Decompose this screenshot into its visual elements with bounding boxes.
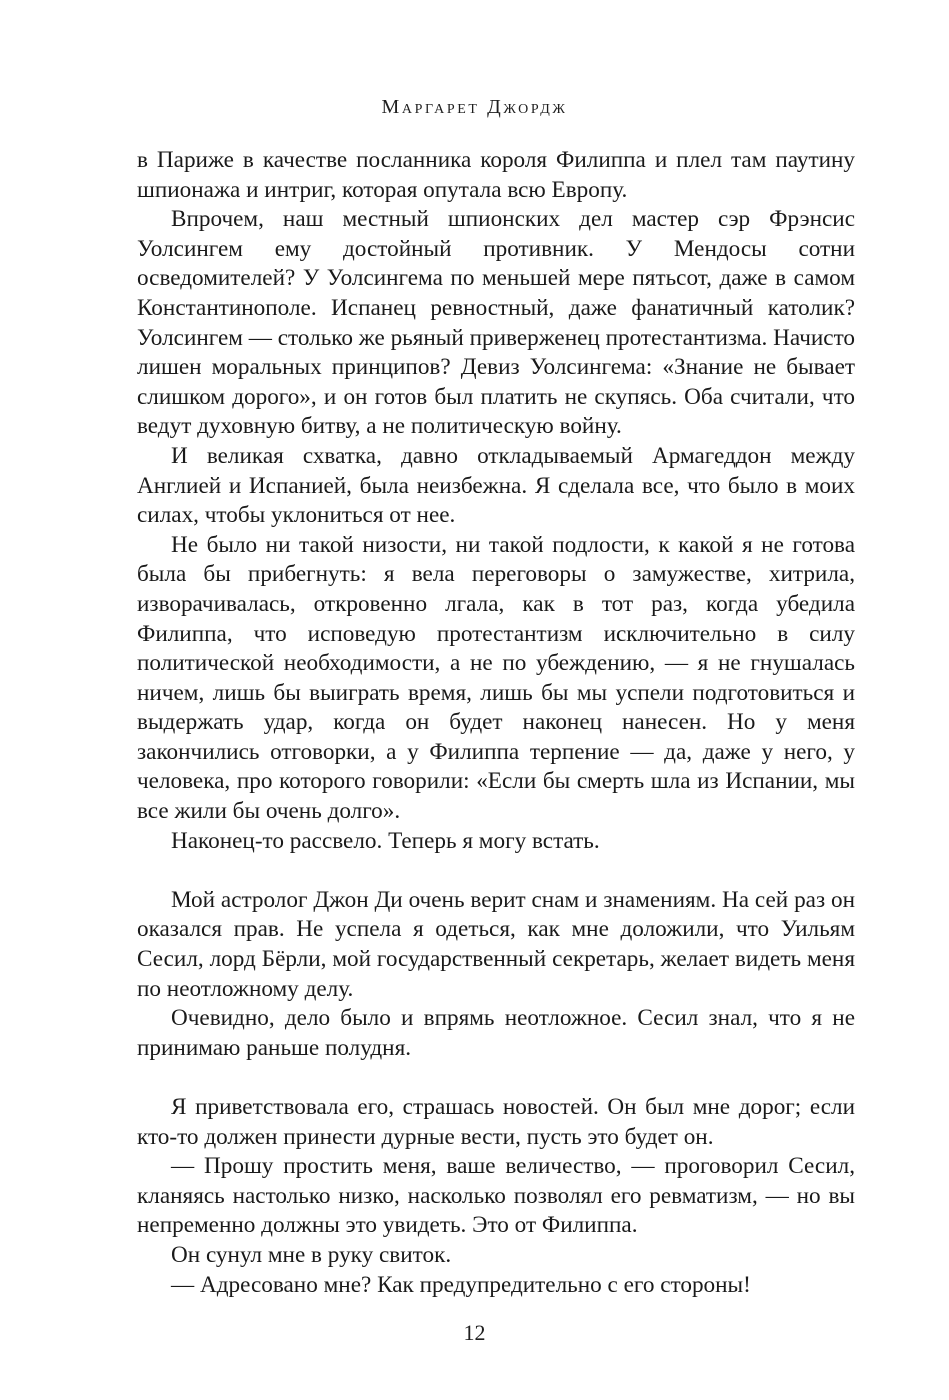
paragraph: Не было ни такой низости, ни такой подлости, к какой я не готова была бы прибегнуть: я вела переговоры о замужестве, хитрила, изворачивалась, откровенно лгала, как в тот раз, когда убедила Филиппа, что исповедую протестантизм исключительно в силу политической необходимости, а не по убеждению, — я не гнушалась ничем, лишь бы выиграть время, лишь бы мы успели подготовиться и выдержать удар, когда он будет наконец нанесен. Но у меня закончились отговорки, а у Филиппа терпение — да, даже у него, у человека, про которого говорили: «Если бы смерть шла из Испании, мы все жили бы очень долго». <box>137 531 855 825</box>
paragraph: Он сунул мне в руку свиток. <box>171 1241 452 1268</box>
paragraph: — Адресовано мне? Как предупредительно с его стороны! <box>171 1271 751 1298</box>
section-break <box>137 1063 855 1093</box>
running-head: Маргарет Джордж <box>381 96 568 118</box>
paragraph: Очевидно, дело было и впрямь неотложное. Сесил знал, что я не принимаю раньше полудня. <box>137 1005 855 1061</box>
paragraph: Мой астролог Джон Ди очень верит снам и знамениям. На сей раз он оказался прав. Не успела я одеться, как мне доложили, что Уильям Сесил, лорд Бёрли, мой государственный секретарь, желает видеть меня по неотложному делу. <box>137 886 855 1002</box>
paragraph: Я приветствовала его, страшась новостей. Он был мне дорог; если кто-то должен принести дурные вести, пусть это будет он. <box>137 1094 855 1150</box>
paragraph: в Париже в качестве посланника короля Филиппа и плел там паутину шпионажа и интриг, которая опутала всю Европу. <box>137 147 855 203</box>
paragraph: И великая схватка, давно откладываемый Армагеддон между Англией и Испанией, была неизбежна. Я сделала все, что было в моих силах, чтобы уклониться от нее. <box>137 442 855 529</box>
paragraph: — Прошу простить меня, ваше величество, — проговорил Сесил, кланяясь настолько низко, насколько позволял его ревматизм, — но вы непременно должны это увидеть. Это от Филиппа. <box>137 1153 855 1239</box>
section-break <box>137 856 855 886</box>
paragraph: Впрочем, наш местный шпионских дел мастер сэр Фрэнсис Уолсингем ему достойный противник. У Мендосы сотни осведомителей? У Уолсингема по меньшей мере пятьсот, даже в самом Константинополе. Испанец ревностный, даже фанатичный католик? Уолсингем — столько же рьяный приверженец протестантизма. Начисто лишен моральных принципов? Девиз Уолсингема: «Знание не бывает слишком дорого», и он готов был платить не скупясь. Оба считали, что ведут духовную битву, а не политическую войну. <box>137 206 855 440</box>
page-number: 12 <box>463 1320 486 1345</box>
body-text <box>137 146 855 1300</box>
paragraph: Наконец-то рассвело. Теперь я могу встать. <box>171 827 600 854</box>
